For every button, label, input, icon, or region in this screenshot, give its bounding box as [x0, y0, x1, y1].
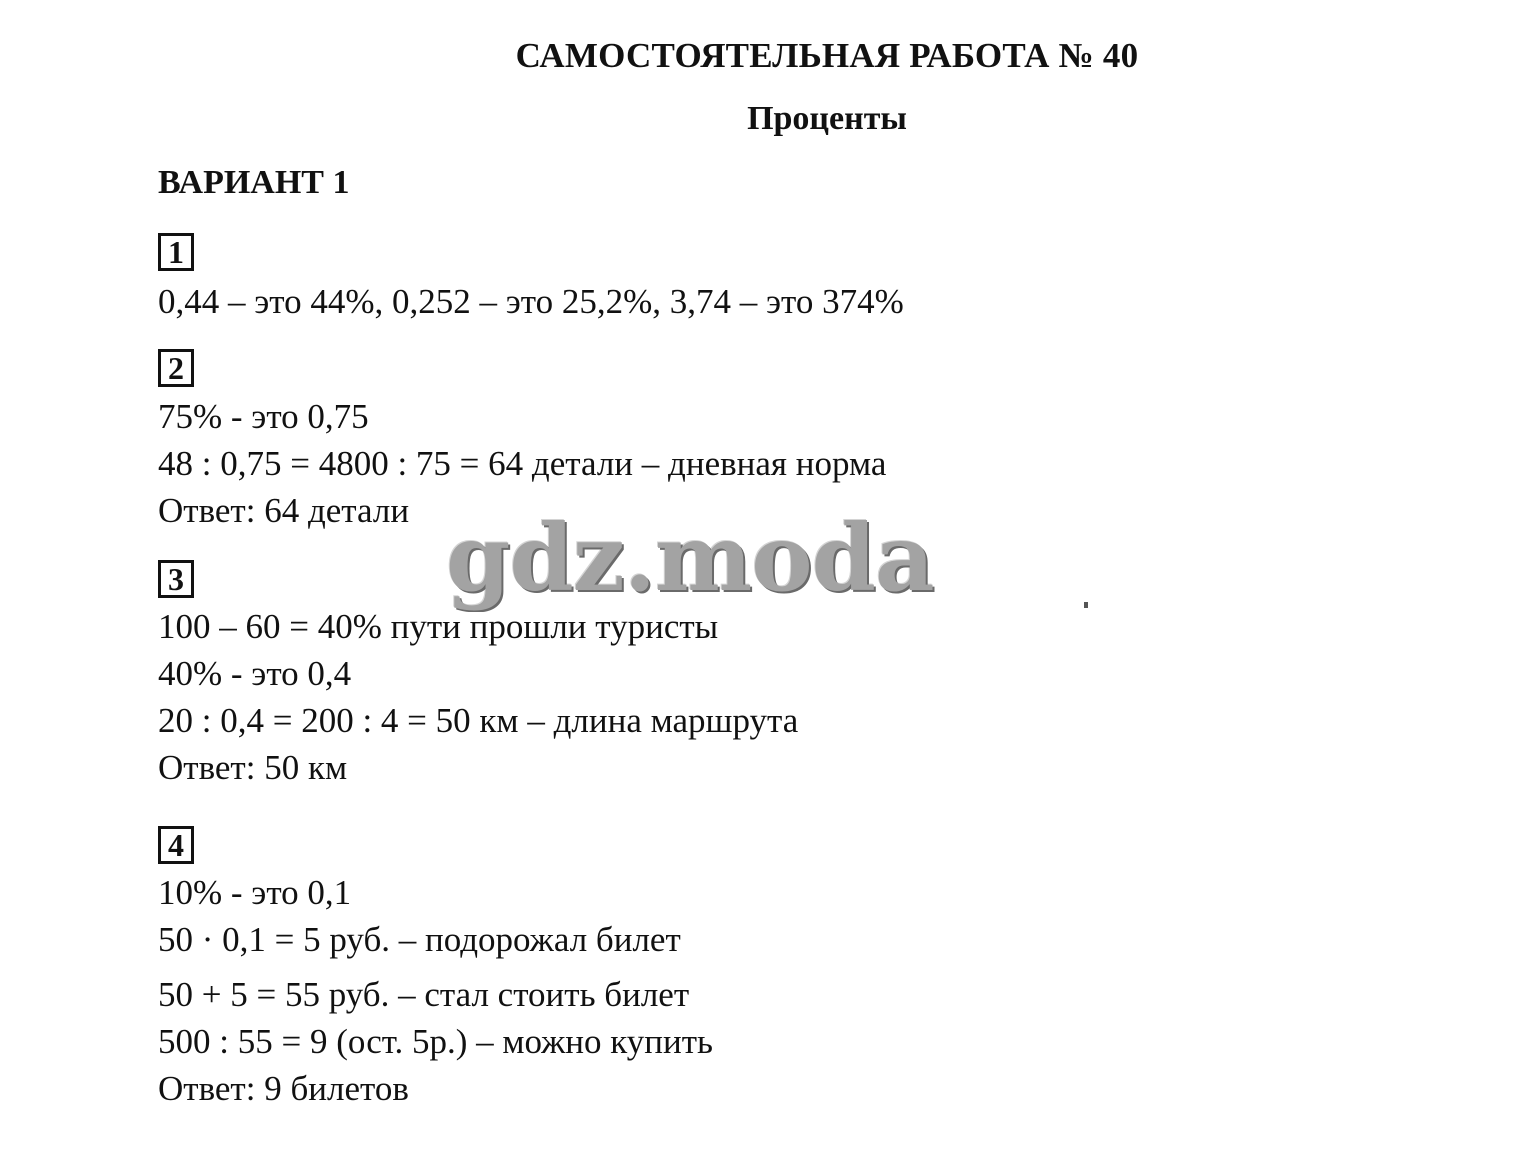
task-4-line-2: 50 · 0,1 = 5 руб. – подорожал билет: [158, 920, 681, 959]
page-title: САМОСТОЯТЕЛЬНАЯ РАБОТА № 40: [515, 36, 1139, 75]
task-3-line-3: 20 : 0,4 = 200 : 4 = 50 км – длина маршрута: [158, 701, 799, 740]
variant-heading: ВАРИАНТ 1: [158, 164, 350, 201]
task-2-line-1: 75% - это 0,75: [158, 397, 369, 436]
page-subtitle: Проценты: [747, 100, 907, 137]
task-3-line-2: 40% - это 0,4: [158, 654, 352, 693]
task-2-line-2: 48 : 0,75 = 4800 : 75 = 64 детали – дневная норма: [158, 444, 887, 483]
task-3-number: 3: [158, 560, 194, 598]
task-3-line-4: Ответ: 50 км: [158, 748, 348, 787]
task-4-line-3: 50 + 5 = 55 руб. – стал стоить билет: [158, 975, 690, 1014]
task-3-line-1: 100 – 60 = 40% пути прошли туристы: [158, 607, 719, 646]
task-4-line-4: 500 : 55 = 9 (ост. 5р.) – можно купить: [158, 1022, 714, 1061]
scan-speck: [1084, 602, 1088, 608]
watermark-logo: gdz.moda: [446, 504, 934, 612]
task-4-line-5: Ответ: 9 билетов: [158, 1069, 409, 1108]
task-2-number: 2: [158, 349, 194, 387]
task-4-line-1: 10% - это 0,1: [158, 873, 352, 912]
task-1-number: 1: [158, 233, 194, 271]
task-1-line-1: 0,44 – это 44%, 0,252 – это 25,2%, 3,74 – это 374%: [158, 282, 904, 321]
task-4-number: 4: [158, 826, 194, 864]
task-2-line-3: Ответ: 64 детали: [158, 491, 410, 530]
